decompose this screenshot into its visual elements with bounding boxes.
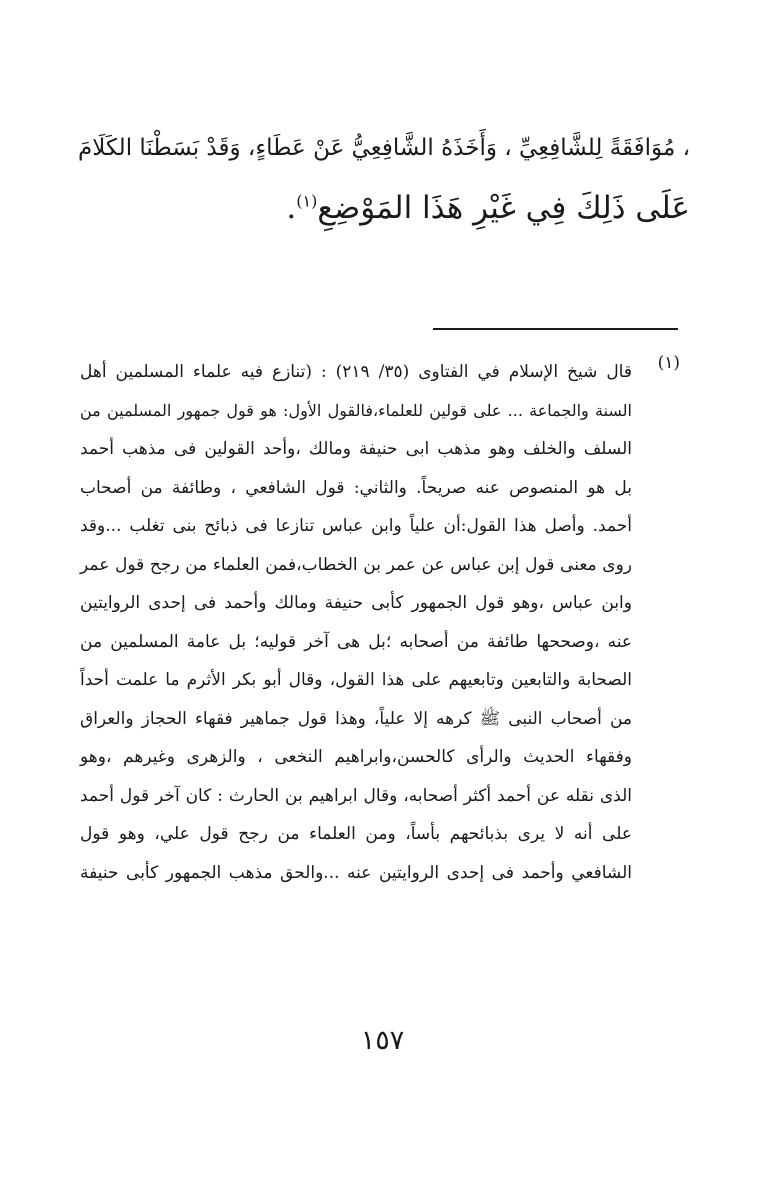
- main-text-line-1: ، مُوَافَقَةً لِلشَّافِعِيِّ ، وَأَخَذَهُ الشَّافِعِيُّ عَنْ عَطَاءٍ، وَقَدْ بَسَطْنَا الكَلَامَ: [78, 135, 690, 161]
- footnote-line: الشافعي وأحمد فى إحدى الروايتين عنه ...والحق مذهب الجمهور كأبى حنيفة: [80, 862, 632, 883]
- main-text-line-2: [70, 178, 690, 238]
- footnote-line: وابن عباس ،وهو قول الجمهور كأبى حنيفة ومالك وأحمد فى إحدى الروايتين: [80, 593, 632, 613]
- footnote-line: بل هو المنصوص عنه صريحاً. والثاني: قول الشافعي ، وطائفة من أصحاب: [80, 477, 632, 498]
- footnote-line: روى معنى قول إبن عباس عن عمر بن الخطاب،فمن العلماء من رجح قول عمر: [80, 554, 632, 575]
- footnote-line: السنة والجماعة ... على قولين للعلماء،فالقول الأول: هو قول جمهور المسلمين من: [80, 400, 632, 420]
- footnote-line: وفقهاء الحديث والرأى كالحسن،وابراهيم النخعى ، والزهرى وغيرهم ،وهو: [80, 747, 632, 767]
- footnote-reference-marker: (١): [296, 191, 318, 211]
- footnote-line: عنه ،وصححها طائفة من أصحابه ؛بل هى آخر قوليه؛ بل عامة المسلمين من: [80, 631, 632, 652]
- footnote-line: السلف والخلف وهو مذهب ابى حنيفة ومالك ،وأحد القولين فى مذهب أحمد: [80, 439, 632, 459]
- main-text: [70, 118, 690, 238]
- page-number: ١٥٧: [360, 1025, 405, 1056]
- footnote-line: الصحابة والتابعين وتابعيهم على هذا القول، وقال أبو بكر الأثرم ما علمت أحداً: [80, 670, 632, 690]
- main-text-line-2-text: عَلَى ذَلِكَ فِي غَيْرِ هَذَا المَوْضِعِ: [317, 190, 690, 226]
- main-text-end-punctuation: .: [286, 190, 297, 226]
- footnote-line: الذى نقله عن أحمد أكثر أصحابه، وقال ابراهيم بن الحارث : كان آخر قول أحمد: [80, 785, 632, 806]
- footnote-body: [80, 353, 632, 892]
- footnote-separator-line: [433, 328, 678, 330]
- footnote-line: أحمد. وأصل هذا القول:أن علياً وابن عباس تنازعا فى ذبائح بنى تغلب ...وقد: [80, 516, 632, 536]
- footnote-line: قال شيخ الإسلام في الفتاوى (٣٥/ ٢١٩) : (تنازع فيه علماء المسلمين أهل: [80, 362, 632, 382]
- footnote-line: على أنه لا يرى بذبائحهم بأساً، ومن العلماء من رجح قول علي، وهو قول: [80, 824, 632, 844]
- footnote-number: (١): [657, 353, 680, 373]
- footnote-line: من أصحاب النبى ﷺ كرهه إلا علياً، وهذا قول جماهير فقهاء الحجاز والعراق: [80, 708, 632, 729]
